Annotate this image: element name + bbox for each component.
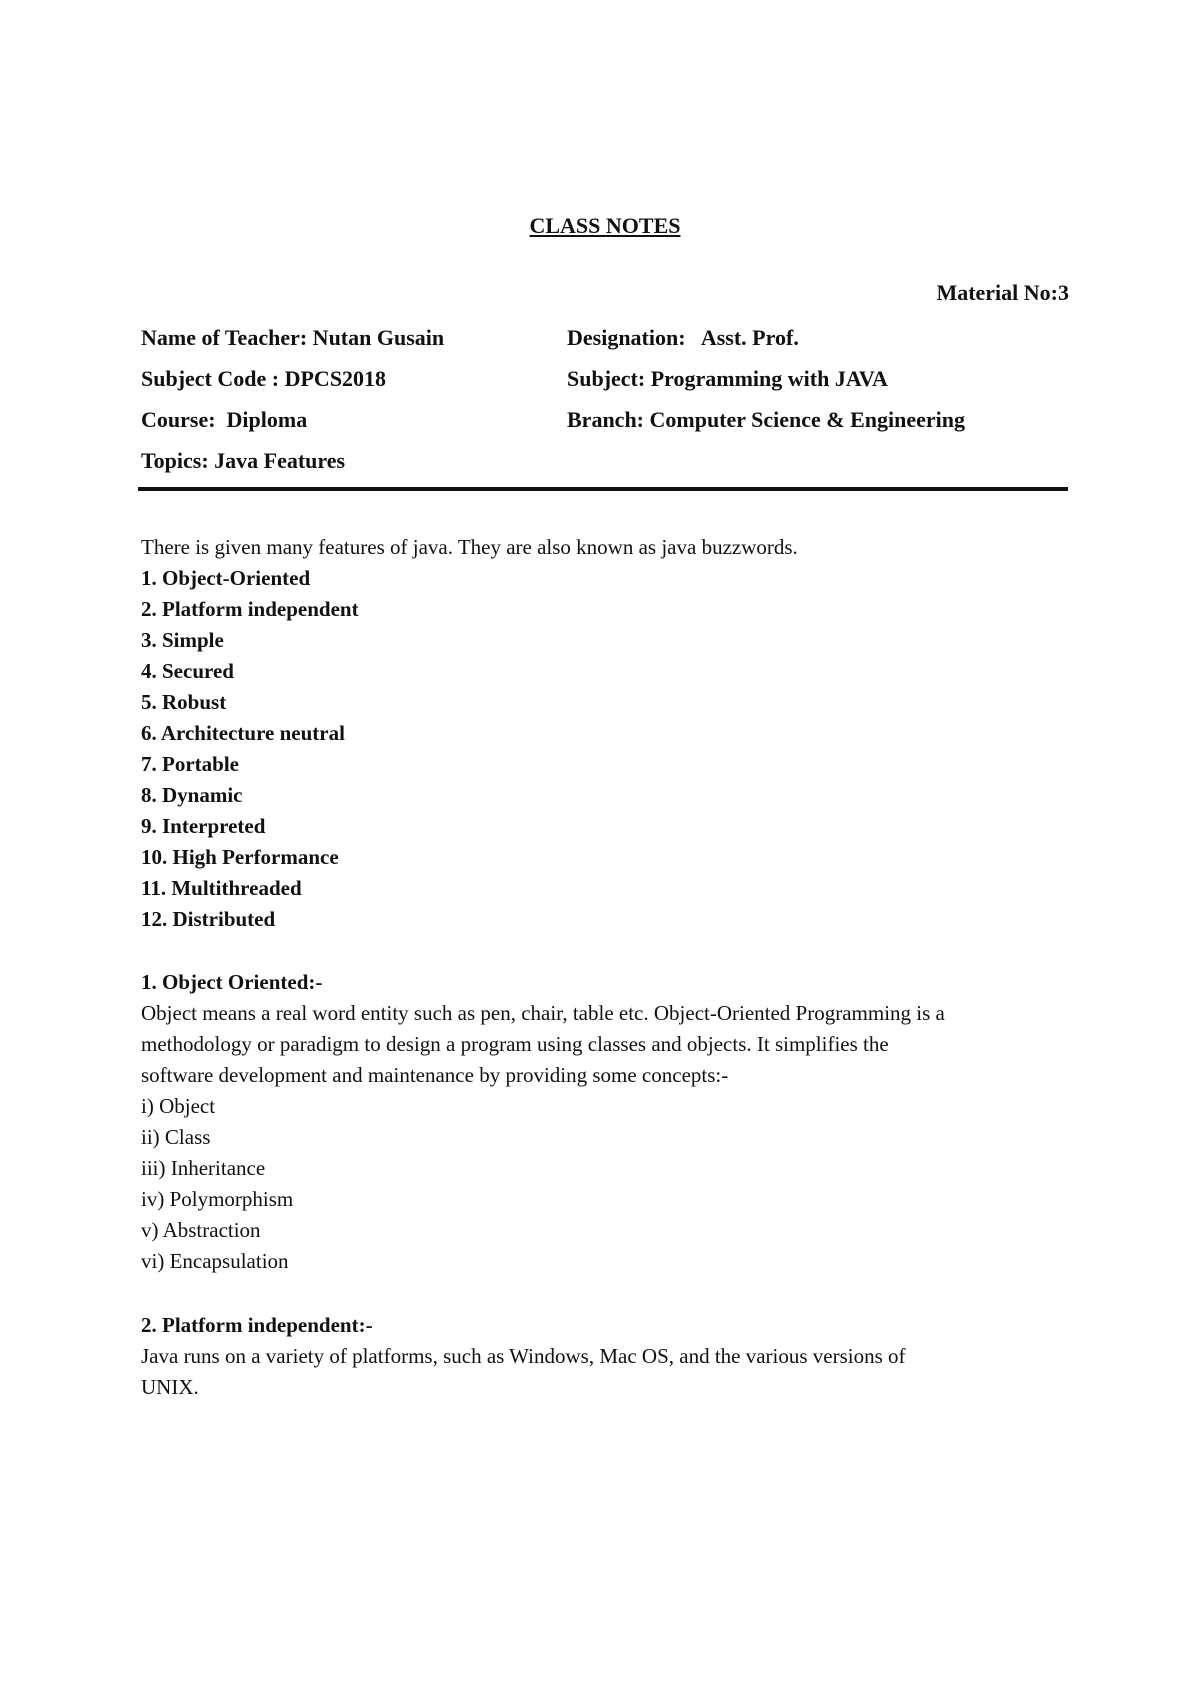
- feature-item: 8. Dynamic: [141, 783, 243, 807]
- feature-item: 6. Architecture neutral: [141, 721, 345, 745]
- body-line: software development and maintenance by providing some concepts:-: [141, 1063, 729, 1087]
- body-line: methodology or paradigm to design a program using classes and objects. It simplifies the: [141, 1032, 889, 1056]
- branch: Branch: Computer Science & Engineering: [567, 407, 966, 432]
- concept-item: ii) Class: [141, 1125, 211, 1149]
- concept-item: iii) Inheritance: [141, 1156, 266, 1180]
- material-number: Material No:3: [936, 280, 1069, 305]
- topics: Topics: Java Features: [141, 448, 346, 473]
- feature-item: 3. Simple: [141, 628, 224, 652]
- feature-item: 10. High Performance: [141, 845, 339, 869]
- intro-text: There is given many features of java. They are also known as java buzzwords.: [141, 535, 798, 559]
- section-heading: 1. Object Oriented:-: [141, 970, 323, 994]
- subject-code: Subject Code : DPCS2018: [141, 366, 387, 391]
- course: Course: Diploma: [141, 407, 308, 432]
- feature-item: 4. Secured: [141, 659, 234, 683]
- body-line: Java runs on a variety of platforms, such as Windows, Mac OS, and the various versions of: [141, 1344, 906, 1368]
- feature-item: 9. Interpreted: [141, 814, 266, 838]
- feature-item: 1. Object-Oriented: [141, 566, 311, 590]
- feature-item: 5. Robust: [141, 690, 227, 714]
- body-line: Object means a real word entity such as pen, chair, table etc. Object-Oriented Programming is a: [141, 1001, 945, 1025]
- feature-item: 2. Platform independent: [141, 597, 359, 621]
- page-title: CLASS NOTES: [529, 213, 681, 238]
- concept-item: vi) Encapsulation: [141, 1249, 289, 1273]
- section-heading: 2. Platform independent:-: [141, 1313, 373, 1337]
- header-divider: [138, 487, 1068, 491]
- feature-item: 11. Multithreaded: [141, 876, 302, 900]
- concept-item: iv) Polymorphism: [141, 1187, 294, 1211]
- body-line: UNIX.: [141, 1375, 199, 1399]
- teacher-name: Name of Teacher: Nutan Gusain: [141, 325, 445, 350]
- concept-item: i) Object: [141, 1094, 216, 1118]
- feature-item: 12. Distributed: [141, 907, 276, 931]
- concept-item: v) Abstraction: [141, 1218, 261, 1242]
- subject: Subject: Programming with JAVA: [567, 366, 888, 391]
- feature-item: 7. Portable: [141, 752, 239, 776]
- designation: Designation: Asst. Prof.: [567, 325, 799, 350]
